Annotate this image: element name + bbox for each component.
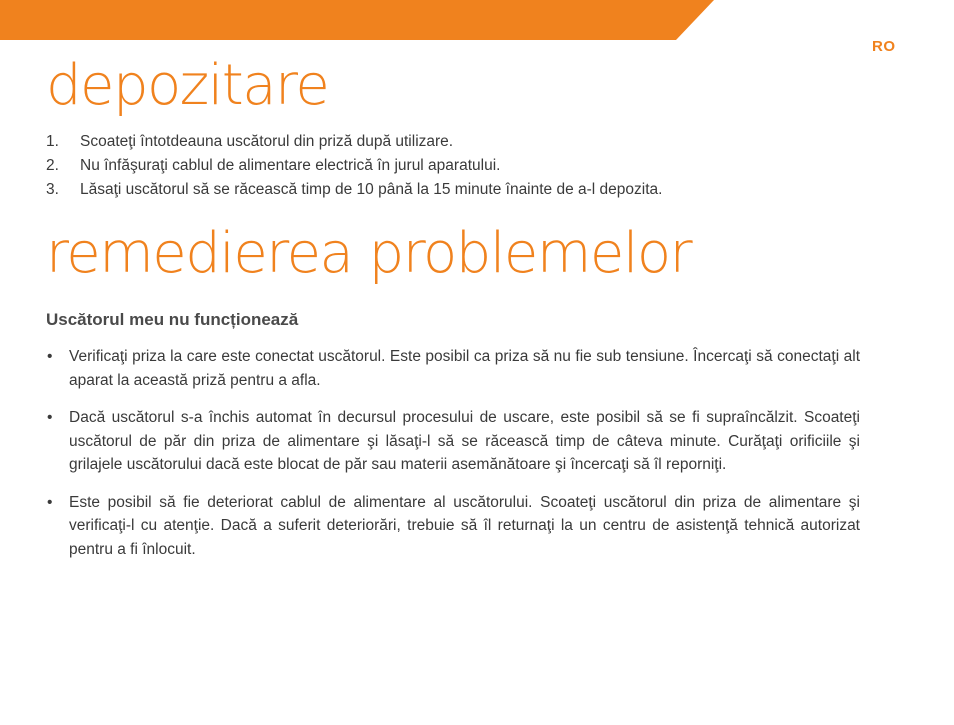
storage-heading: depozitare (46, 53, 329, 118)
bullet-mark: • (47, 348, 53, 365)
step-text: Scoateţi întotdeauna uscătorul din priză după utilizare. (80, 133, 454, 150)
list-item (46, 491, 860, 562)
step-text: Nu înfăşuraţi cablul de alimentare electrică în jurul aparatului. (80, 157, 501, 174)
storage-step (46, 178, 662, 202)
step-number: 1. (46, 133, 59, 150)
banner-shape (0, 0, 714, 40)
bullet-text: Verificaţi priza la care este conectat uscătorul. Este posibil ca priza să nu fie sub tensiune. Încercaţi să conectaţi alt aparat la această priză pentru a afla. (69, 348, 860, 389)
problem-subheading: Uscătorul meu nu funcționează (46, 310, 299, 329)
storage-step (46, 130, 662, 154)
troubleshooting-list (46, 345, 860, 575)
storage-step (46, 154, 662, 178)
bullet-mark: • (47, 409, 53, 426)
troubleshooting-heading: remedierea problemelor (46, 221, 692, 286)
bullet-mark: • (47, 493, 53, 511)
step-number: 2. (46, 157, 59, 174)
top-banner (0, 0, 954, 40)
step-number: 3. (46, 181, 59, 198)
bullet-text: Este posibil să fie deteriorat cablul de alimentare al uscătorului. Scoateţi uscătorul din priza de alimentare şi verificaţi-l cu atenţie. Dacă a suferit deteriorări, trebuie să îl returnaţi la un centru de asistenţă tehnică autorizat pentru a fi înlocuit. (69, 493, 860, 558)
storage-steps (46, 130, 662, 202)
step-text: Lăsaţi uscătorul să se răcească timp de 10 până la 15 minute înainte de a-l depozita. (80, 181, 663, 198)
list-item (46, 406, 860, 477)
list-item (46, 345, 860, 392)
bullet-text: Dacă uscătorul s-a închis automat în decursul procesului de uscare, este posibil să se fi supraîncălzit. Scoateţi uscătorul de păr din priza de alimentare şi lăsaţi-l să se răcească timp de câteva minute. Curăţaţi orificiile şi grilajele uscătorului dacă este blocat de păr sau materii asemănătoare şi încercaţi să îl reporniţi. (69, 409, 860, 473)
language-tag: RO (872, 38, 896, 55)
